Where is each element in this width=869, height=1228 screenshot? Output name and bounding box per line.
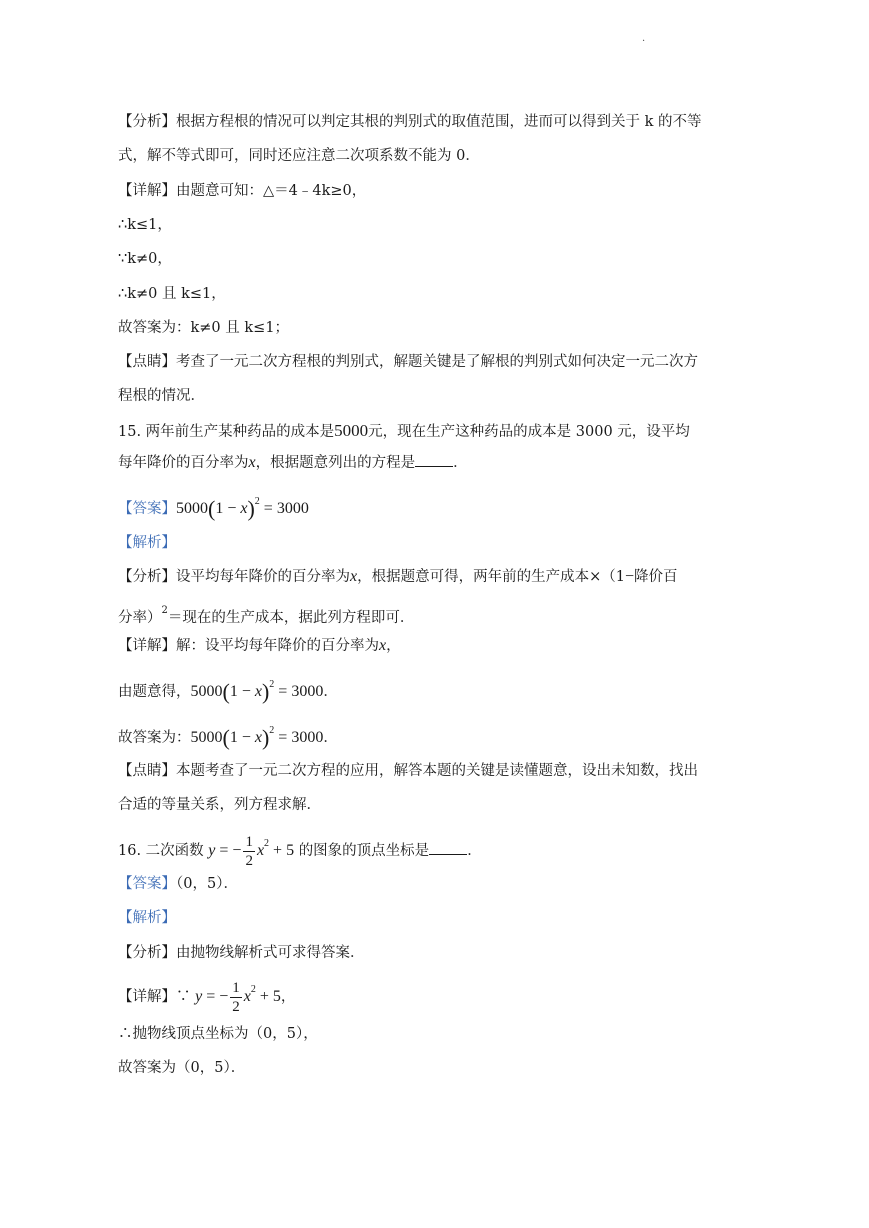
q15-variable-x: x [248, 454, 256, 471]
q14-step-2: ∵k≠0， [118, 251, 172, 267]
q14-comment-line-1: 【点睛】考查了一元二次方程根的判别式，解题关键是了解根的判别式如何决定一元二次方 [118, 354, 698, 370]
q14-analysis-line-2: 式，解不等式即可，同时还应注意二次项系数不能为 0． [118, 148, 480, 164]
q16-analysis: 【分析】由抛物线解析式可求得答案． [118, 945, 365, 961]
q15-detail-line-1: 【详解】解：设平均每年降价的百分率为x， [118, 637, 401, 654]
q15-answer-equation: $5000(1 - x)^2 = 3000$ [176, 496, 309, 521]
q16-stem: 16. 二次函数 y = − $\frac{1}{2}$ $x^2 + 5$ 的图象的顶点坐标是 ． [118, 833, 482, 869]
q15-stem-text: ． [453, 455, 468, 471]
q16-step: ∴抛物线顶点坐标为（0，5）， [118, 1026, 318, 1042]
q15-detail-line-3: 故答案为：$5000(1 - x)^2 = 3000$． [118, 725, 338, 750]
q16-function: y = − $\frac{1}{2}$ $x^2 + 5$ [195, 979, 281, 1015]
q16-answer-line: 【答案】（0，5）． [118, 876, 238, 892]
answer-tag: 【答案】 [118, 876, 176, 892]
q14-answer: 故答案为：k≠0 且 k≤1； [118, 320, 290, 336]
q15-cost-5000: 5000 [334, 421, 369, 440]
q14-analysis-line-1: 【分析】根据方程根的情况可以判定其根的判别式的取值范围，进而可以得到关于 k 的不等 [118, 114, 702, 130]
q15-analysis-line-1: 【分析】设平均每年降价的百分率为x，根据题意可得，两年前的生产成本×（1−降价百 [118, 568, 678, 585]
answer-tag: 【答案】 [118, 501, 176, 517]
q15-stem-text: 15. 两年前生产某种药品的成本是 [118, 424, 335, 440]
q14-comment-line-2: 程根的情况． [118, 388, 205, 404]
q15-stem-text: 每年降价的百分率为 [118, 455, 249, 471]
q15-answer-line [118, 492, 309, 519]
q16-function: y = − $\frac{1}{2}$ $x^2 + 5$ [208, 833, 295, 869]
q15-equation: $5000(1 - x)^2 = 3000$ [190, 679, 324, 704]
q16-jiexi-tag: 【解析】 [118, 910, 176, 926]
answer-blank [429, 842, 467, 855]
q15-stem-text: 元，现在生产这种药品的成本是 3000 元，设平均 [368, 424, 690, 440]
q15-stem-line-1 [118, 421, 690, 442]
q14-detail-line: 【详解】由题意可知：△＝4﹣4k≥0， [118, 183, 367, 199]
q15-equation: $5000(1 - x)^2 = 3000$ [190, 725, 324, 750]
q15-analysis-line-2: 分率）$^2$＝现在的生产成本，据此列方程即可． [118, 605, 415, 626]
q15-detail-line-2: 由题意得，$5000(1 - x)^2 = 3000$． [118, 679, 338, 704]
q14-step-1: ∴k≤1， [118, 217, 172, 233]
q15-comment-line-2: 合适的等量关系，列方程求解． [118, 797, 321, 813]
q16-detail: 【详解】∵ y = − $\frac{1}{2}$ $x^2 + 5$， [118, 979, 296, 1015]
q16-answer: 故答案为（0，5）． [118, 1060, 246, 1076]
q15-jiexi-tag: 【解析】 [118, 535, 176, 551]
header-mark: · [642, 36, 646, 47]
q15-stem-text: ，根据题意列出的方程是 [255, 455, 416, 471]
answer-blank [415, 454, 453, 467]
q15-stem-line-2 [118, 453, 468, 473]
q15-comment-line-1: 【点睛】本题考查了一元二次方程的应用，解答本题的关键是读懂题意，设出未知数，找出 [118, 763, 698, 779]
q14-step-3: ∴k≠0 且 k≤1， [118, 286, 226, 302]
